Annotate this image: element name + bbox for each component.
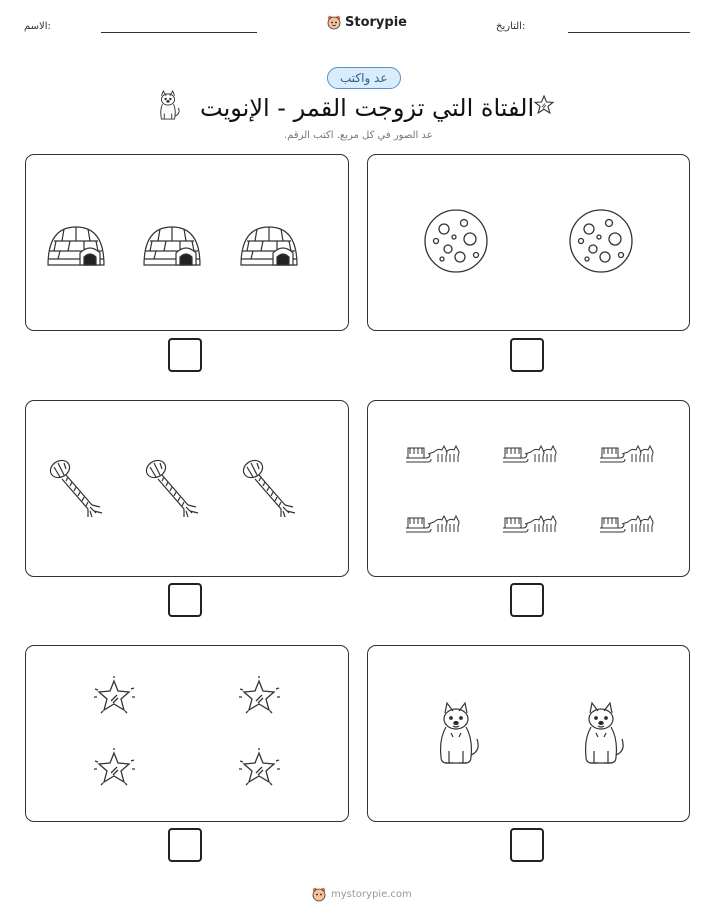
- star-icon: [93, 747, 135, 789]
- answer-box-moons[interactable]: [510, 338, 544, 372]
- star-icon: [93, 675, 135, 717]
- star-icon: [238, 675, 280, 717]
- igloo-icon: [237, 221, 301, 269]
- answer-box-ropes[interactable]: [168, 583, 202, 617]
- date-line[interactable]: [568, 32, 690, 33]
- rope-icon: [237, 455, 301, 519]
- dog-sled-icon: [501, 440, 557, 466]
- panel-ropes: [25, 400, 349, 577]
- answer-box-stars[interactable]: [168, 828, 202, 862]
- rope-icon: [140, 455, 204, 519]
- footer: [311, 886, 412, 902]
- answer-box-igloos[interactable]: [168, 338, 202, 372]
- panel-huskies: [367, 645, 690, 822]
- name-line[interactable]: [101, 32, 257, 33]
- brand-name: Storypie: [345, 14, 407, 30]
- panel-stars: [25, 645, 349, 822]
- answer-box-huskies[interactable]: [510, 828, 544, 862]
- moon-icon: [567, 207, 635, 275]
- dog-sled-icon: [598, 440, 654, 466]
- page-title: الفتاة التي تزوجت القمر - الإنويت: [200, 94, 535, 122]
- moon-icon: [422, 207, 490, 275]
- answer-box-dog-sleds[interactable]: [510, 583, 544, 617]
- dog-sled-icon: [598, 510, 654, 536]
- star-icon: [238, 747, 280, 789]
- storypie-mascot-icon: [326, 14, 342, 30]
- rope-icon: [44, 455, 108, 519]
- husky-icon: [154, 90, 182, 122]
- igloo-icon: [140, 221, 204, 269]
- dog-sled-icon: [501, 510, 557, 536]
- dog-sled-icon: [404, 510, 460, 536]
- dog-sled-icon: [404, 440, 460, 466]
- instructions: عد الصور في كل مربع. اكتب الرقم.: [284, 130, 433, 141]
- name-label: الاسم:: [24, 21, 51, 32]
- date-label: التاريخ:: [496, 21, 526, 32]
- footer-url: mystorypie.com: [331, 888, 412, 900]
- igloo-icon: [44, 221, 108, 269]
- panel-moons: [367, 154, 690, 331]
- husky-icon: [576, 701, 626, 767]
- storypie-mascot-icon: [311, 886, 327, 902]
- activity-badge: عد واكتب: [327, 67, 401, 89]
- star-icon: [532, 93, 556, 117]
- husky-icon: [431, 701, 481, 767]
- panel-igloos: [25, 154, 349, 331]
- brand-logo: [326, 14, 407, 30]
- panel-dog-sleds: [367, 400, 690, 577]
